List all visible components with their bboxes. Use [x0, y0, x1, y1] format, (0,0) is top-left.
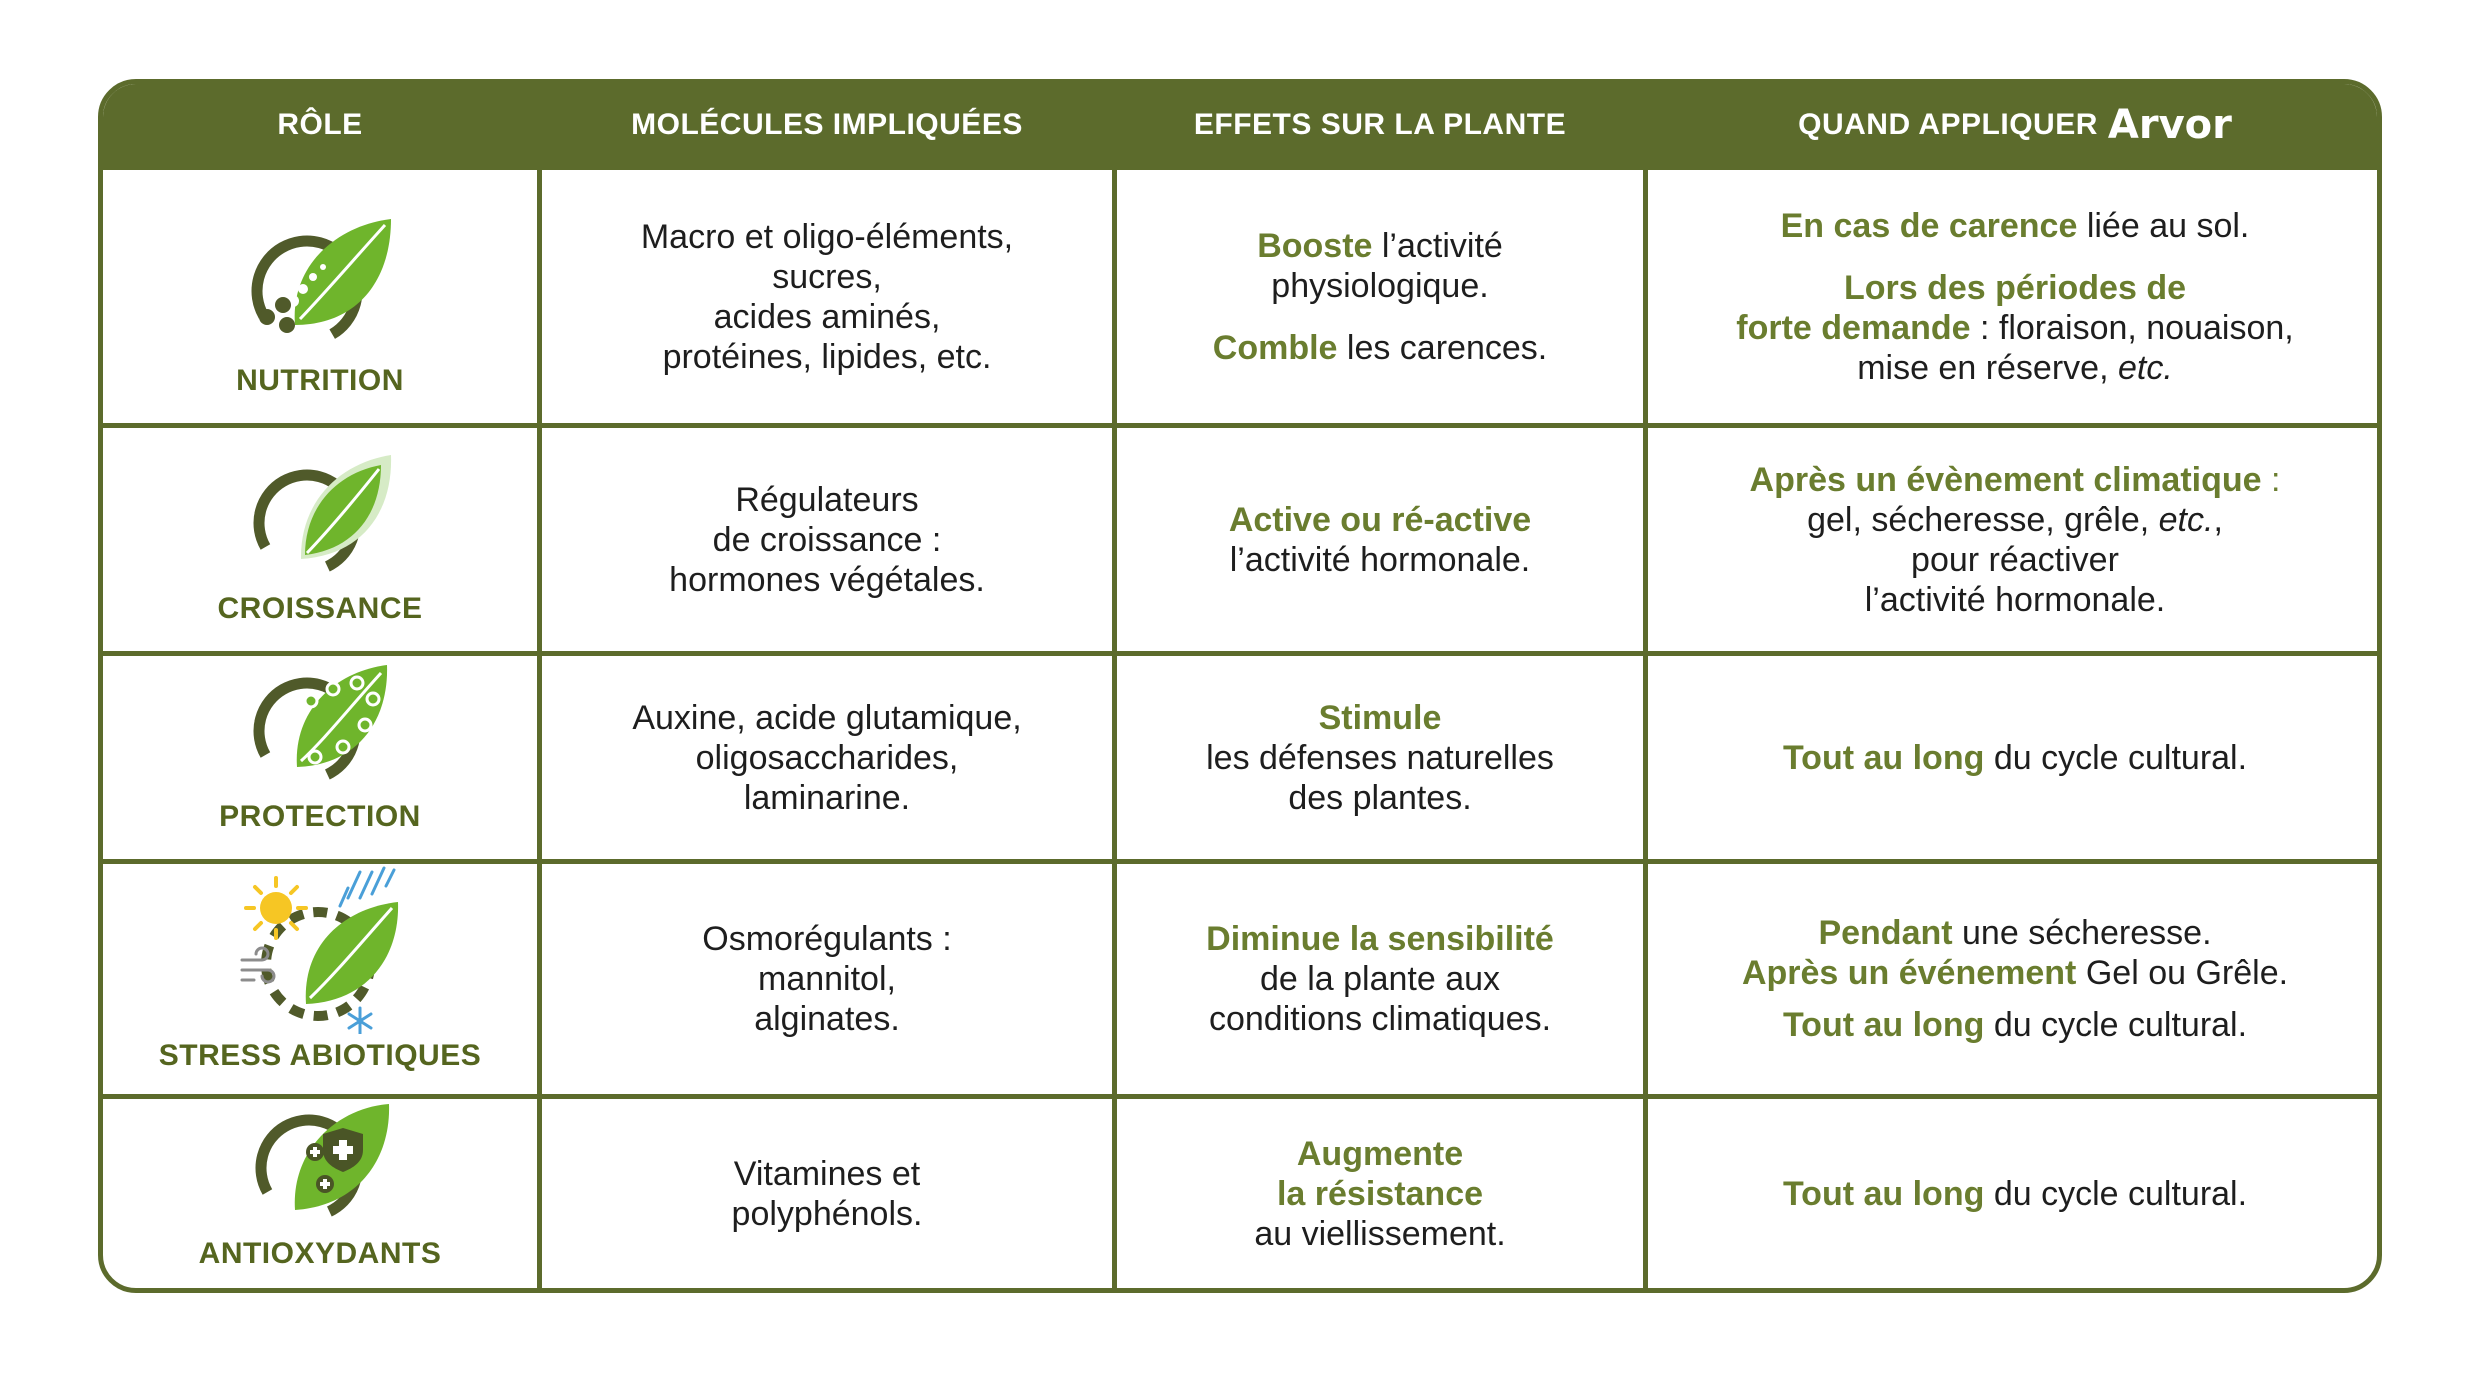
croissance-leaf-icon	[245, 451, 395, 581]
header-when: QUAND APPLIQUER Arvor	[1798, 101, 2232, 148]
table-row	[103, 859, 2377, 1094]
when-cell: En cas de carence liée au sol. Lors des périodes de forte demande : floraison, nouaison, mise en réserve, etc.	[1736, 206, 2294, 387]
effects-cell: Booste l’activité physiologique. Comble les carences.	[1212, 226, 1548, 367]
table-header	[103, 84, 2377, 165]
molecules-cell: Régulateurs de croissance : hormones végétales.	[669, 480, 985, 599]
brand-name: Arvor	[2107, 101, 2232, 148]
column-divider	[1643, 165, 1648, 1288]
comparison-table	[98, 79, 2382, 1293]
role-label: PROTECTION	[219, 800, 421, 833]
molecules-cell: Vitamines et polyphénols.	[731, 1154, 923, 1233]
role-cell	[103, 656, 537, 859]
role-cell	[103, 864, 537, 1094]
when-cell: Pendant une sécheresse. Après un événement Gel ou Grêle. Tout au long du cycle cultural.	[1741, 914, 2289, 1044]
nutrition-leaf-icon	[245, 213, 395, 353]
role-label: CROISSANCE	[217, 592, 423, 625]
molecules-cell: Macro et oligo-éléments, sucres, acides aminés, protéines, lipides, etc.	[640, 217, 1014, 376]
column-divider	[537, 165, 542, 1288]
protection-leaf-icon	[245, 661, 395, 789]
molecules-cell: Auxine, acide glutamique, oligosaccharides, laminarine.	[632, 698, 1022, 817]
role-cell	[103, 170, 537, 423]
molecules-cell: Osmorégulants : mannitol, alginates.	[702, 920, 952, 1038]
effects-cell: Stimule les défenses naturelles des plantes.	[1206, 698, 1554, 817]
antioxydant-leaf-icon	[245, 1100, 395, 1226]
header-effects: EFFETS SUR LA PLANTE	[1193, 107, 1567, 141]
snowflake-icon	[349, 1008, 371, 1034]
effects-cell: Augmente la résistance au viellissement.	[1254, 1134, 1506, 1253]
role-label: ANTIOXYDANTS	[198, 1237, 442, 1270]
role-cell	[103, 428, 537, 651]
when-cell: Tout au long du cycle cultural.	[1782, 738, 2248, 777]
stress-abiotique-leaf-icon	[220, 864, 420, 1034]
header-molecules: MOLÉCULES IMPLIQUÉES	[631, 107, 1023, 141]
header-role: RÔLE	[277, 107, 363, 141]
table-row	[103, 1094, 2377, 1288]
column-divider	[1112, 165, 1117, 1288]
when-cell: Tout au long du cycle cultural.	[1782, 1174, 2248, 1213]
when-cell: Après un évènement climatique : gel, sécheresse, grêle, etc., pour réactiver l’activité hormonale.	[1749, 460, 2281, 619]
sun-icon	[246, 878, 306, 938]
rain-icon	[340, 868, 394, 906]
role-label: STRESS ABIOTIQUES	[158, 1039, 482, 1072]
role-label: NUTRITION	[236, 364, 404, 397]
table-row	[103, 165, 2377, 423]
table-row	[103, 651, 2377, 859]
role-cell	[103, 1099, 537, 1288]
effects-cell: Active ou ré-active l’activité hormonale.	[1228, 500, 1532, 579]
effects-cell: Diminue la sensibilité de la plante aux conditions climatiques.	[1206, 920, 1554, 1038]
table-row	[103, 423, 2377, 651]
